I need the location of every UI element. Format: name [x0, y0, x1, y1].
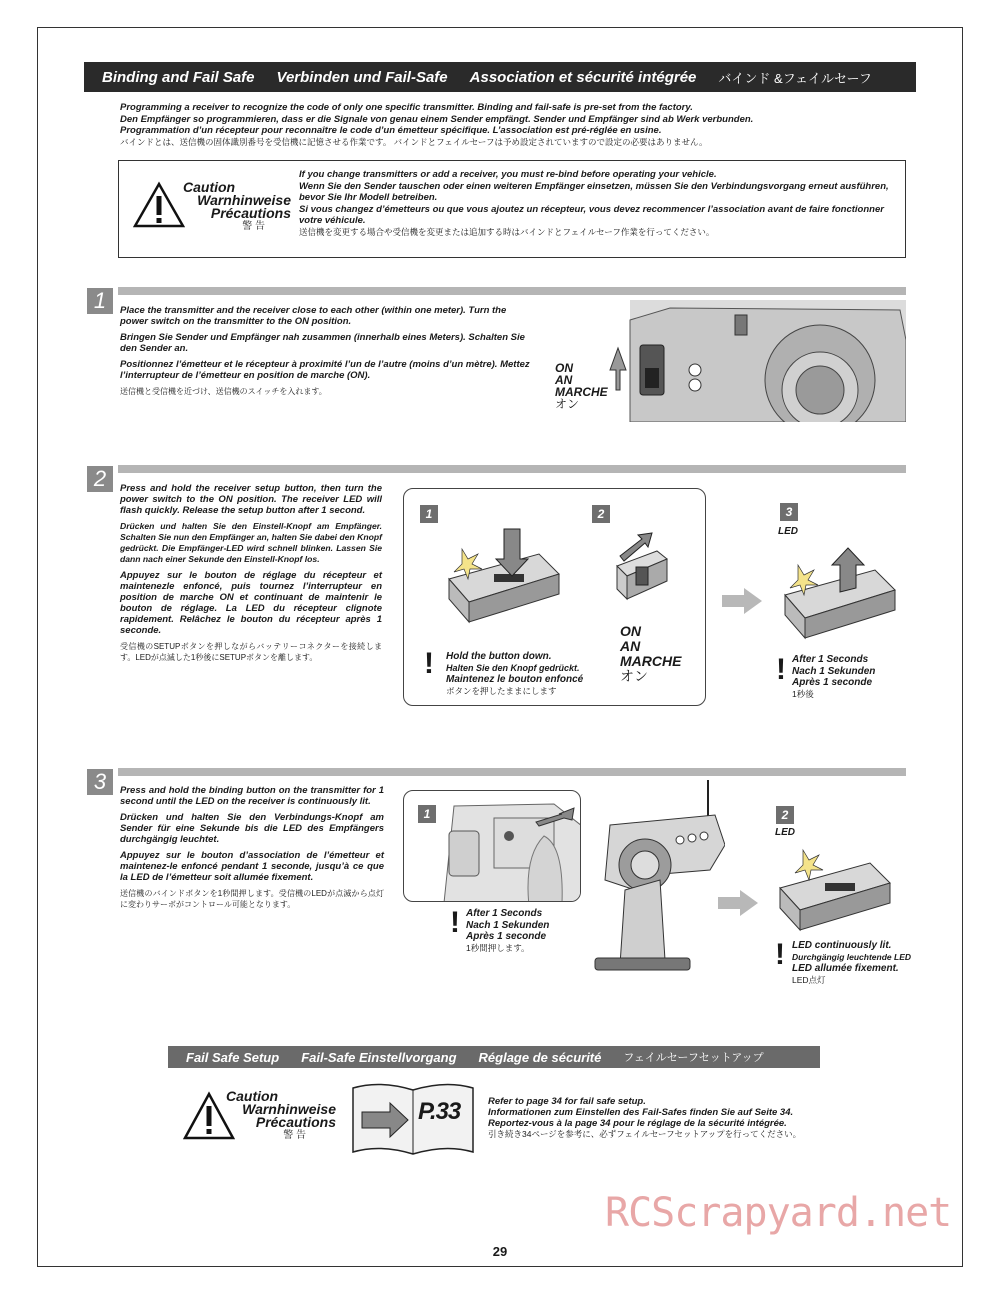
step2-text: Press and hold the receiver setup button, then turn the power switch to the ON position. The receiver LED will flash quickly. Release the setup button after 1 second. Drücken und halten Sie den Einstell-Knopf am Empfänger. Schalten Sie nun den Empfänger an, halten Sie dabei den Knopf gedrückt. Die Empfänger-LED wird schnell blinken. Lassen Sie dann nach einer Sekunde den Einstell-Knopf los. Appuyez sur le bouton de réglage du récepteur et maintenezle enfoncé, puis tournez l’interrupteur en position de marche ON et continuant de maintenir le bouton de réglage. La LED du récepteur clignote rapidement. Relâchez le bouton du récepteur après 1 seconde. 受信機のSETUPボタンを押しながらバッテリーコネクターを接続します。LEDが点滅した1秒後にSETUPボタンを離します。	[120, 483, 382, 662]
after-note: After 1 Seconds Nach 1 Sekunden Après 1 seconde 1秒間押します。	[466, 908, 550, 953]
page-reference: P.33	[418, 1098, 461, 1125]
header-jp: バインド &フェイルセーフ	[718, 70, 872, 86]
receiver-release-illustration	[770, 540, 900, 650]
failsafe-header: Fail Safe Setup Fail-Safe Einstellvorgang Réglage de sécurité フェイルセーフセットアップ	[168, 1046, 820, 1068]
led-label: LED	[775, 827, 795, 838]
intro-fr: Programmation d’un récepteur pour reconnaître le code d’un émetteur spécifique. L’association est pré-réglée en usine.	[120, 125, 662, 136]
on-label: ON AN MARCHE オン	[620, 623, 682, 684]
transmitter-illustration	[590, 780, 725, 975]
caution-label: Caution Warnhinweise Précautions 警 告	[226, 1088, 336, 1141]
step2-panel	[403, 488, 706, 706]
receiver-press-illustration	[434, 524, 564, 634]
step-number: 2	[87, 466, 113, 492]
receiver-lit-illustration	[765, 838, 895, 938]
step-bar	[118, 465, 906, 473]
section-header	[84, 62, 916, 92]
intro-en: Programming a receiver to recognize the code of only one specific transmitter. Binding and fail-safe is pre-set from the factory.	[120, 102, 693, 113]
sub-step-number: 1	[418, 805, 436, 823]
intro-de: Den Empfänger so programmieren, dass er die Signale von genau einem Sender empfängt. Sender und Empfänger sind ab Werk verbunden.	[120, 113, 754, 125]
header-fr: Association et sécurité intégrée	[469, 68, 697, 86]
hold-note: Hold the button down. Halten Sie den Knopf gedrückt. Maintenez le bouton enfoncé ボタンを押したままにします	[446, 651, 584, 696]
warning-triangle-icon	[133, 181, 185, 229]
bind-button-press-illustration	[434, 796, 581, 902]
exclamation-icon: !	[775, 938, 785, 971]
exclamation-icon: !	[776, 653, 786, 686]
step1-text: Place the transmitter and the receiver close to each other (within one meter). Turn the power switch on the transmitter to the ON position. Bringen Sie Sender und Empfänger nah zusammen (innerhalb eines Meters). Schalten Sie den Sender an. Positionnez l’émetteur et le récepteur à proximité l’un de l’autre (moins d’un mètre). Mettez l’interrupteur de l’émetteur en position de marche (ON). 送信機と受信機を近づけ、送信機のスイッチを入れます。	[120, 305, 530, 396]
step3-text: Press and hold the binding button on the transmitter for 1 second until the LED on the receiver is continuously lit. Drücken und halten Sie den Verbindungs-Knopf am Sender für eine Sekunde bis die LED des Empfängers durchgängig leuchtet. Appuyez sur le bouton d’association de l’émetteur et maintenez-le enfoncé pendant 1 seconde, jusqu’à ce que la LED de l’émetteur soit allumée fixement. 送信機のバインドボタンを1秒間押します。受信機のLEDが点滅から点灯に変わりサーボがコントロール可能となります。	[120, 785, 384, 909]
failsafe-refer-text: Refer to page 34 for fail safe setup. Informationen zum Einstellen des Fail-Safes finden Sie auf Seite 34. Reportez-vous à la page 34 pour le réglage de la sécurité intégrée. 引き続き34ページを参考に、必ずフェイルセーフセットアップを行ってください。	[488, 1096, 802, 1139]
after-note: After 1 Seconds Nach 1 Sekunden Après 1 seconde 1秒後	[792, 654, 876, 699]
exclamation-icon: !	[424, 647, 434, 680]
lit-note: LED continuously lit. Durchgängig leuchtende LED LED allumée fixement. LED点灯	[792, 940, 912, 985]
transmitter-power-illustration	[600, 300, 906, 422]
step-bar	[118, 768, 906, 776]
sub-step-number: 2	[592, 505, 610, 523]
led-label: LED	[778, 526, 798, 537]
step-number: 1	[87, 288, 113, 314]
step-number: 3	[87, 769, 113, 795]
sub-step-number: 3	[780, 503, 798, 521]
caution-label: Caution Warnhinweise Précautions 警 告	[183, 179, 291, 232]
step3-panel	[403, 790, 581, 902]
sub-step-number: 2	[776, 806, 794, 824]
header-en: Binding and Fail Safe	[102, 68, 255, 86]
arrow-right-icon	[722, 588, 762, 614]
page-number: 29	[492, 1244, 508, 1259]
caution-text: If you change transmitters or add a receiver, you must re-bind before operating your vehicle. Wenn Sie den Sender tauschen oder einen weiteren Empfänger einsetzen, müssen Sie den Verbindungsvorgang erneut ausführen, bevor Sie Ihr Modell betreiben. Si vous changez d’émetteurs ou que vous ajoutez un récepteur, vous devez recommencer l’association avant de faire fonctionner votre véhicule. 送信機を変更する場合や受信機を変更または追加する時はバインドとフェイルセーフ作業を行ってください。	[299, 169, 889, 237]
on-label: ON AN MARCHE オン	[555, 361, 608, 411]
header-de: Verbinden und Fail-Safe	[276, 68, 448, 86]
step-bar	[118, 287, 906, 295]
intro-jp: バインドとは、送信機の固体識別番号を受信機に記憶させる作業です。 バインドとフェイルセーフは予め設定されていますので設定の必要はありません。	[120, 136, 708, 147]
watermark: RCScrapyard.net	[605, 1190, 952, 1236]
arrow-right-icon	[718, 890, 758, 916]
exclamation-icon: !	[450, 906, 460, 939]
caution-box	[118, 160, 906, 258]
intro-text	[120, 102, 910, 148]
receiver-switch-illustration	[612, 531, 674, 611]
sub-step-number: 1	[420, 505, 438, 523]
